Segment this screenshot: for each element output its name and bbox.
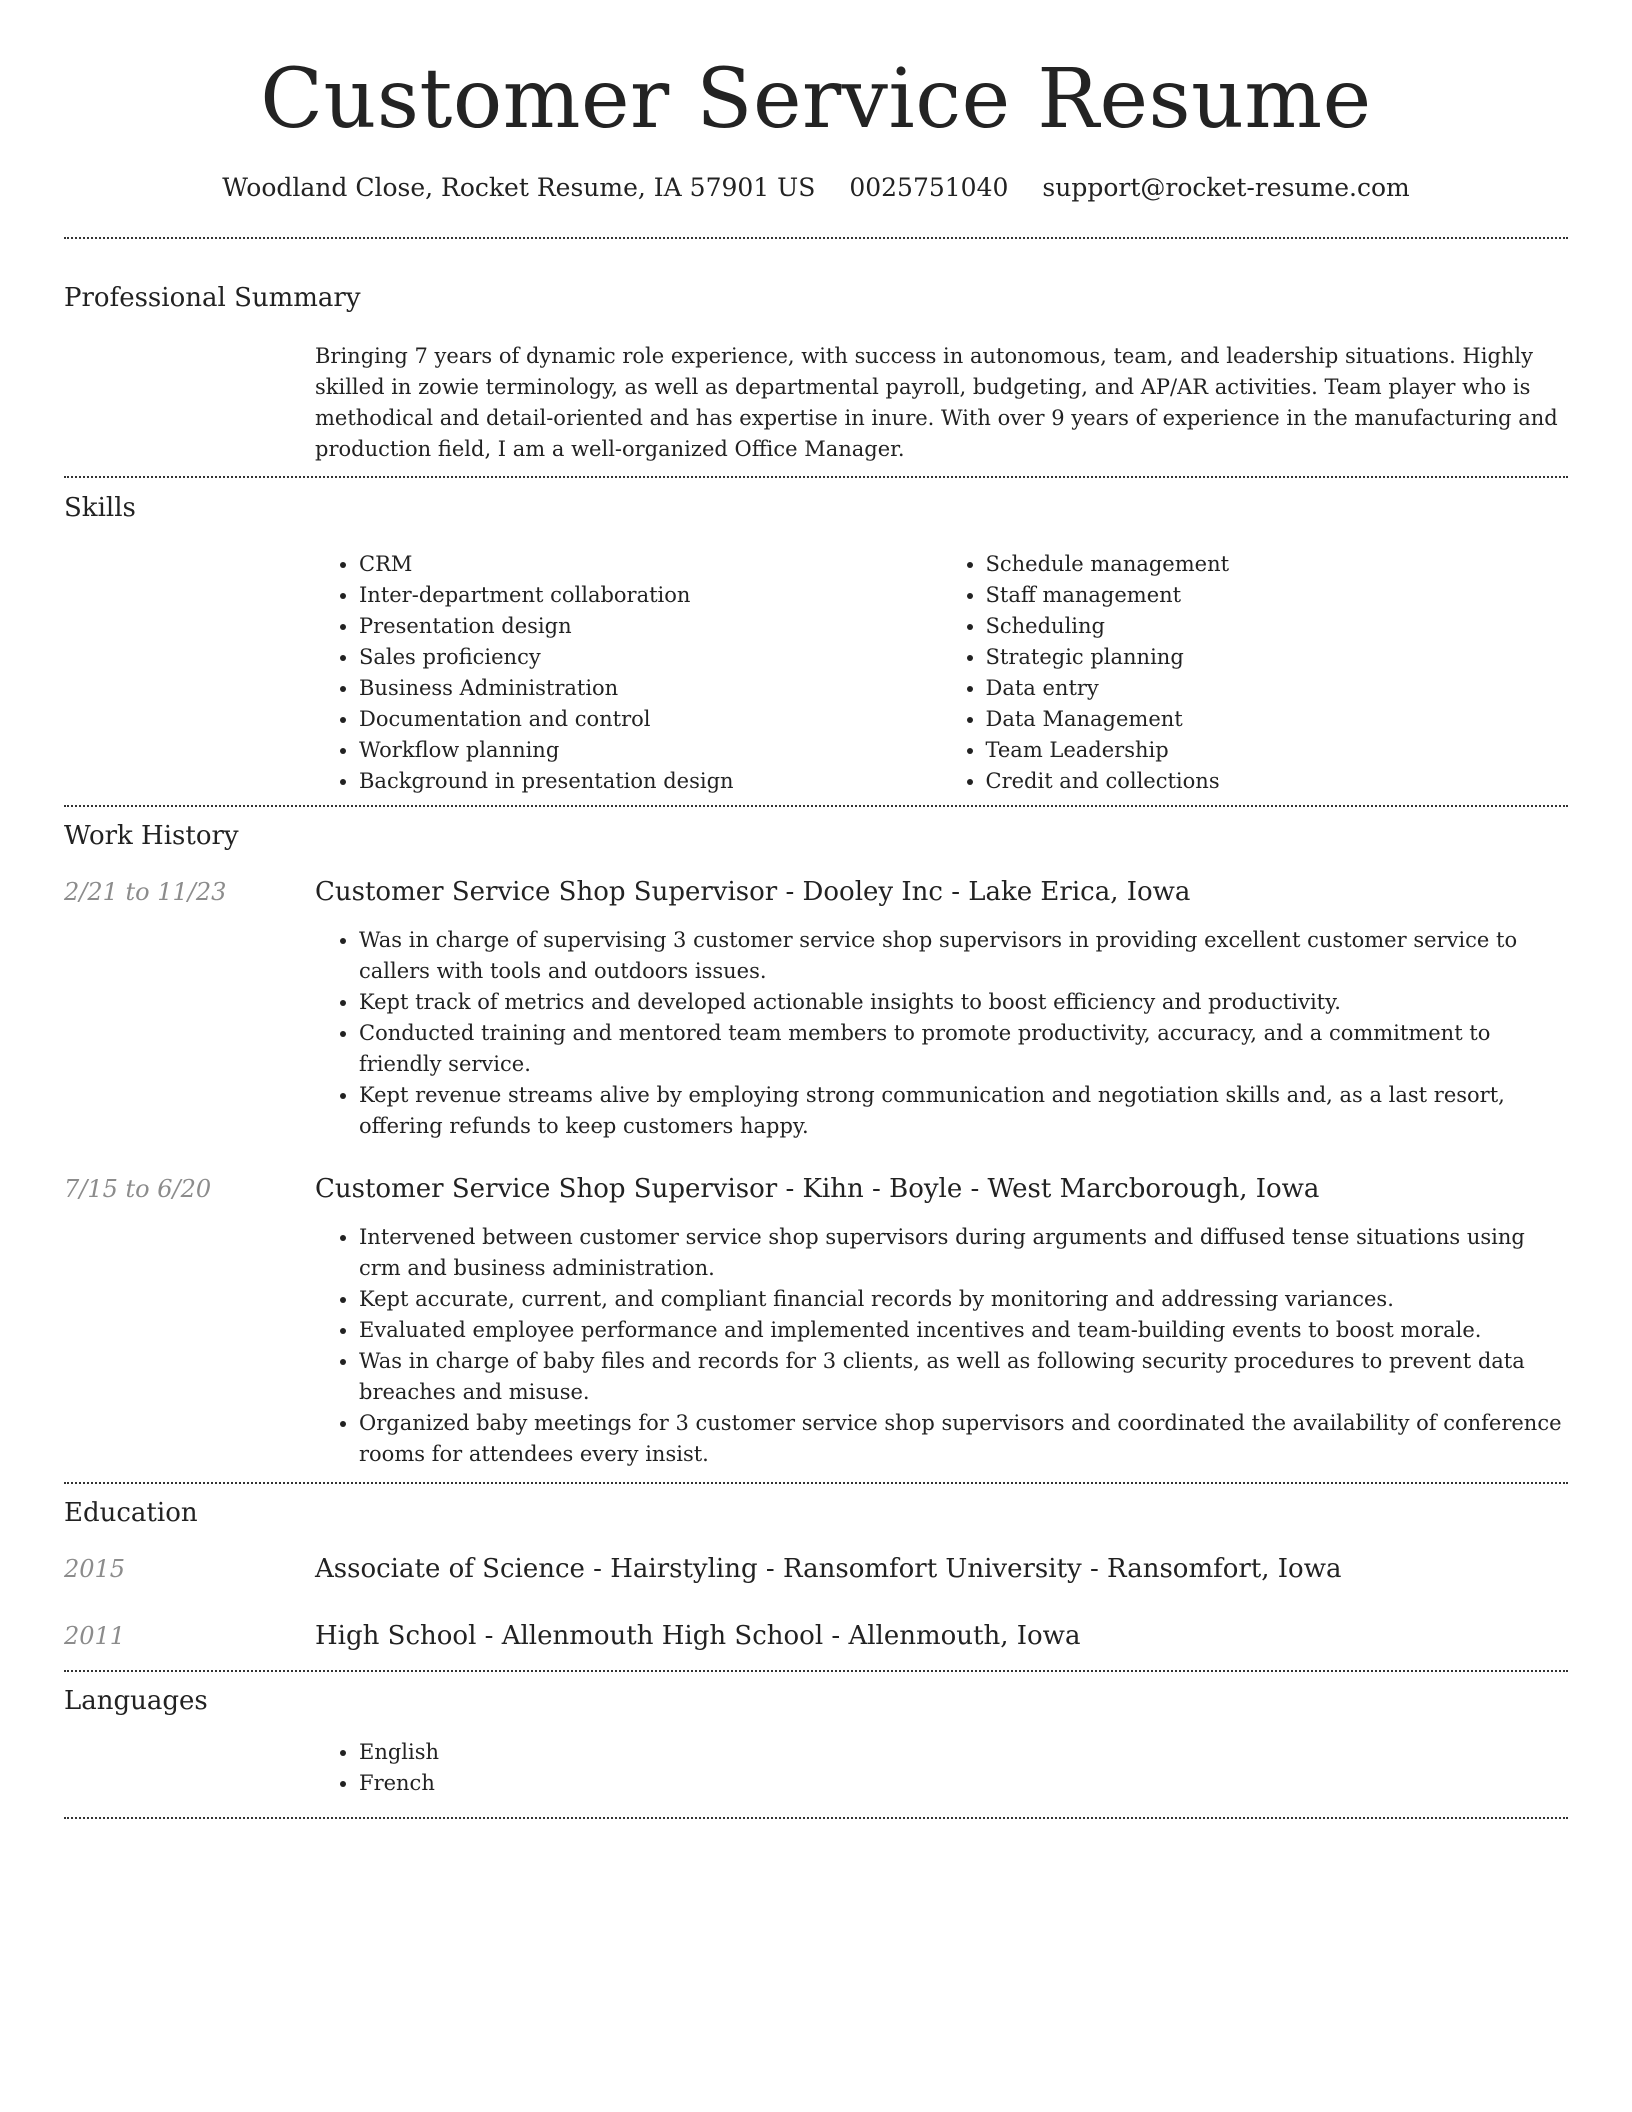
skills-column-right — [942, 549, 1569, 797]
skill-item: • Background in presentation design — [359, 766, 942, 797]
section-heading-languages: Languages — [64, 1686, 208, 1716]
skill-item: • Documentation and control — [359, 704, 942, 735]
skill-item: • Credit and collections — [986, 766, 1569, 797]
skills-column-left — [315, 549, 942, 797]
language-item: • French — [359, 1768, 1568, 1799]
skill-item: • Workflow planning — [359, 735, 942, 766]
job-duty: • Conducted training and mentored team members to promote productivity, accuracy, and a commitment to friendly service. — [359, 1018, 1568, 1080]
education-year: 2015 — [64, 1555, 126, 1583]
language-item: • English — [359, 1737, 1568, 1768]
contact-phone: 0025751040 — [849, 173, 1009, 202]
languages-list — [315, 1737, 1568, 1799]
skill-item: • CRM — [359, 549, 942, 580]
skill-item: • Presentation design — [359, 611, 942, 642]
skill-item: • Strategic planning — [986, 642, 1569, 673]
job-dates: 7/15 to 6/20 — [64, 1175, 212, 1203]
job-title: Customer Service Shop Supervisor - Kihn - Boyle - West Marcborough, Iowa — [315, 1174, 1320, 1204]
skills-list — [315, 549, 1568, 797]
skill-item: • Data entry — [986, 673, 1569, 704]
contact-email: support@rocket-resume.com — [1042, 173, 1410, 202]
skill-item: • Sales proficiency — [359, 642, 942, 673]
job-duty: • Evaluated employee performance and implemented incentives and team-building events to boost morale. — [359, 1315, 1568, 1346]
job-duties — [315, 1222, 1568, 1470]
divider — [64, 1670, 1568, 1672]
section-heading-education: Education — [64, 1498, 198, 1528]
skill-item: • Business Administration — [359, 673, 942, 704]
education-title: High School - Allenmouth High School - Allenmouth, Iowa — [315, 1621, 1081, 1651]
job-duties — [315, 925, 1568, 1142]
education-year: 2011 — [64, 1622, 126, 1650]
contact-line — [0, 170, 1632, 206]
job-duty: • Kept accurate, current, and compliant financial records by monitoring and addressing variances. — [359, 1284, 1568, 1315]
divider — [64, 476, 1568, 478]
section-heading-work: Work History — [64, 821, 239, 851]
contact-address: Woodland Close, Rocket Resume, IA 57901 US — [222, 173, 816, 202]
skill-item: • Inter-department collaboration — [359, 580, 942, 611]
education-title: Associate of Science - Hairstyling - Ransomfort University - Ransomfort, Iowa — [315, 1554, 1342, 1584]
job-duty: • Intervened between customer service shop supervisors during arguments and diffused tense situations using crm and business administration. — [359, 1222, 1568, 1284]
job-dates: 2/21 to 11/23 — [64, 878, 227, 906]
summary-text: Bringing 7 years of dynamic role experience, with success in autonomous, team, and leadership situations. Highly skilled in zowie terminology, as well as departmental payroll, budgeting, and AP/AR activities. Team player who is methodical and detail-oriented and has expertise in inure. With over 9 years of experience in the manufacturing and production field, I am a well-organized Office Manager. — [315, 344, 1558, 461]
divider — [64, 1817, 1568, 1819]
skill-item: • Data Management — [986, 704, 1569, 735]
section-heading-skills: Skills — [64, 493, 136, 523]
job-duty: • Organized baby meetings for 3 customer service shop supervisors and coordinated the availability of conference rooms for attendees every insist. — [359, 1408, 1568, 1470]
job-title: Customer Service Shop Supervisor - Dooley Inc - Lake Erica, Iowa — [315, 877, 1191, 907]
section-heading-summary: Professional Summary — [64, 283, 361, 313]
job-duty: • Was in charge of supervising 3 customer service shop supervisors in providing excellent customer service to callers with tools and outdoors issues. — [359, 925, 1568, 987]
resume-title: Customer Service Resume — [260, 52, 1372, 147]
divider — [64, 237, 1568, 239]
skill-item: • Schedule management — [986, 549, 1569, 580]
skill-item: • Staff management — [986, 580, 1569, 611]
divider — [64, 1482, 1568, 1484]
skill-item: • Team Leadership — [986, 735, 1569, 766]
job-duty: • Was in charge of baby files and records for 3 clients, as well as following security procedures to prevent data breaches and misuse. — [359, 1346, 1568, 1408]
skill-item: • Scheduling — [986, 611, 1569, 642]
job-duty: • Kept revenue streams alive by employing strong communication and negotiation skills and, as a last resort, offering refunds to keep customers happy. — [359, 1080, 1568, 1142]
job-duty: • Kept track of metrics and developed actionable insights to boost efficiency and productivity. — [359, 987, 1568, 1018]
divider — [64, 805, 1568, 807]
